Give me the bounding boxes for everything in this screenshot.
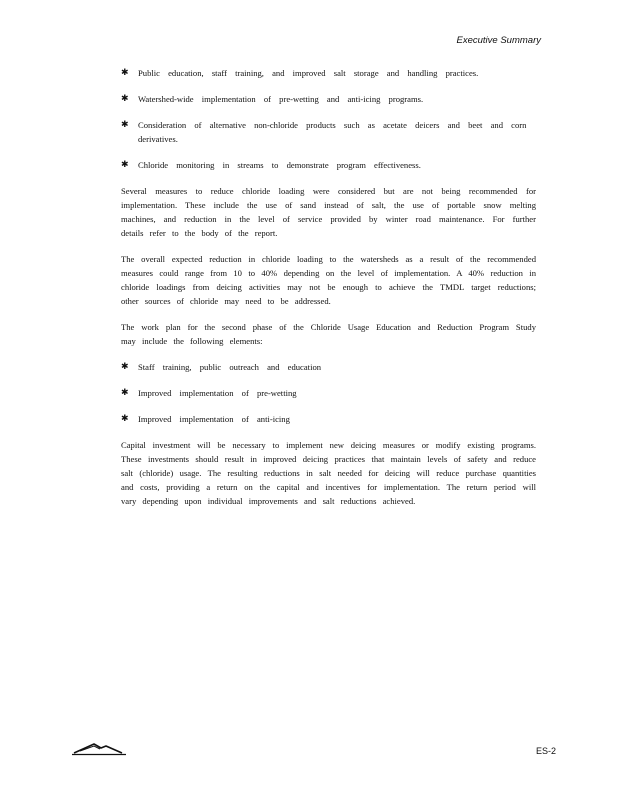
bullet-star-icon: ✱ — [121, 94, 129, 104]
list-item — [121, 386, 536, 400]
list-item-text: Improved implementation of anti-icing — [138, 414, 290, 424]
list-item-text: Chloride monitoring in streams to demonstrate program effectiveness. — [138, 160, 421, 170]
bullet-star-icon: ✱ — [121, 120, 129, 130]
list-item — [121, 412, 536, 426]
list-item — [121, 118, 536, 146]
bullet-star-icon: ✱ — [121, 388, 129, 398]
paragraph-not-recommended: Several measures to reduce chloride loading were considered but are not being recommended for implementation. These include the use of sand instead of salt, the use of portable snow melting machines, and reduction in the level of service provided by winter road maintenance. For further details refer to the body of the report. — [121, 186, 536, 238]
list-item — [121, 360, 536, 374]
list-item-text: Improved implementation of pre-wetting — [138, 388, 297, 398]
page-number: ES-2 — [535, 746, 556, 756]
list-item — [121, 66, 536, 80]
list-item — [121, 92, 536, 106]
work-plan-elements-list — [121, 360, 536, 426]
list-item-text: Public education, staff training, and improved salt storage and handling practices. — [138, 68, 479, 78]
bullet-star-icon: ✱ — [121, 68, 129, 78]
paragraph-expected-reduction: The overall expected reduction in chloride loading to the watersheds as a result of the recommended measures could range from 10 to 40% depending on the level of implementation. A 40% reduction in chloride loadings from deicing activities may not be enough to achieve the TMDL target reductions; other sources of chloride may need to be addressed. — [121, 254, 536, 306]
list-item-text: Staff training, public outreach and education — [138, 362, 322, 372]
recommended-measures-list — [121, 66, 536, 172]
list-item-text: Watershed-wide implementation of pre-wetting and anti-icing programs. — [138, 94, 424, 104]
paragraph-capital-investment: Capital investment will be necessary to implement new deicing measures or modify existing programs. These investments should result in improved deicing practices that maintain levels of safety and reduce salt (chloride) usage. The resulting reductions in salt needed for deicing will reduce purchase quantities and costs, providing a return on the capital and incentives for implementation. The return period will vary depending upon individual improvements and salt reductions achieved. — [121, 440, 536, 506]
bullet-star-icon: ✱ — [121, 414, 129, 424]
list-item — [121, 158, 536, 172]
running-header: Executive Summary — [456, 35, 541, 46]
bullet-star-icon: ✱ — [121, 160, 129, 170]
page-body — [121, 66, 536, 520]
bullet-star-icon: ✱ — [121, 362, 129, 372]
list-item-text: Consideration of alternative non-chloride products such as acetate deicers and beet and corn derivatives. — [138, 120, 527, 144]
paragraph-work-plan: The work plan for the second phase of the Chloride Usage Education and Reduction Program Study may include the following elements: — [121, 322, 536, 346]
mountain-logo-icon — [70, 738, 130, 756]
